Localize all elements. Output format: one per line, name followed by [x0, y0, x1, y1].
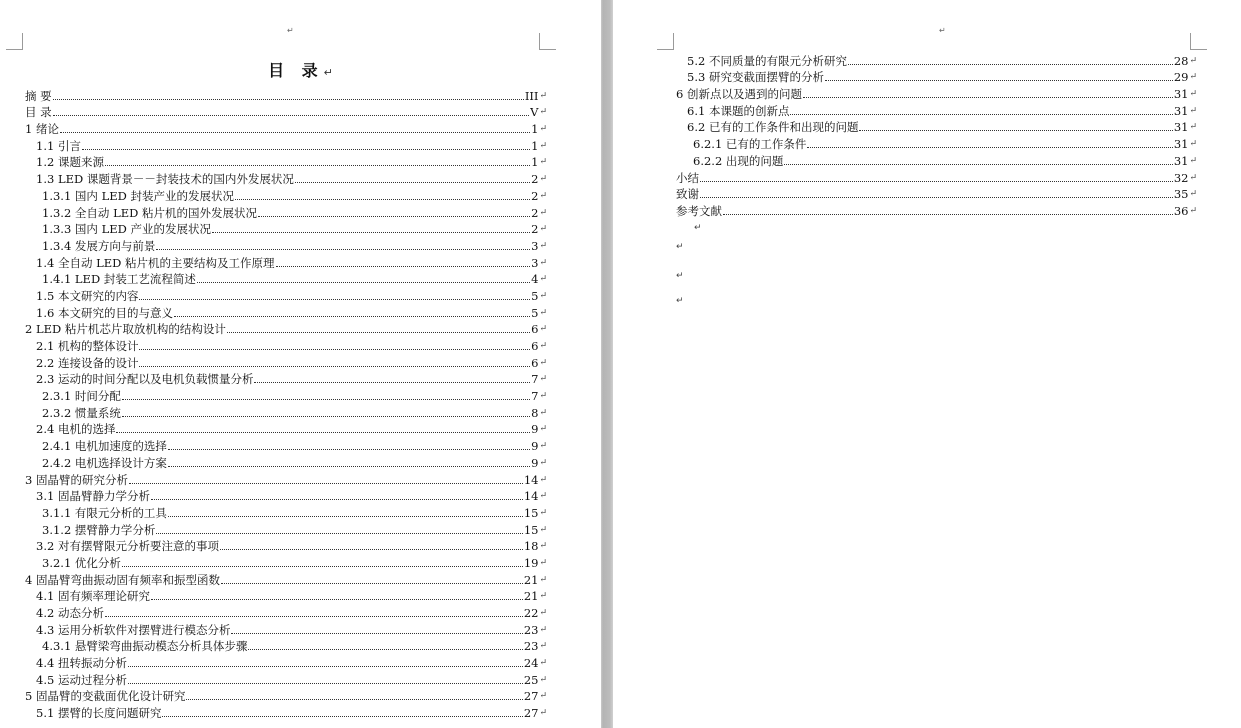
toc-entry-title: 目 录 [25, 105, 52, 120]
paragraph-mark: ↵ [539, 457, 547, 468]
toc-entry-title: 4 固晶臂弯曲振动固有频率和振型函数 [25, 572, 220, 587]
toc-entry-title: 5 固晶臂的变截面优化设计研究 [25, 689, 186, 704]
toc-dot-leader [151, 599, 523, 600]
toc-dot-leader [53, 115, 529, 116]
toc-dot-leader [784, 164, 1172, 165]
toc-entry[interactable] [25, 286, 547, 303]
toc-entry-title: 小结 [676, 170, 699, 185]
toc-entry-page: 14 [523, 472, 539, 487]
paragraph-mark: ↵ [539, 507, 547, 518]
paragraph-mark: ↵ [539, 608, 547, 618]
paragraph-mark: ↵ [539, 574, 547, 585]
paragraph-mark: ↵ [539, 290, 547, 301]
paragraph-mark: ↵ [539, 691, 547, 702]
toc-entry[interactable] [676, 118, 1197, 135]
toc-entry-title: 1.3.2 全自动 LED 粘片机的国外发展状况 [42, 205, 257, 220]
toc-entry-title: 1 绪论 [25, 122, 59, 137]
toc-entry[interactable] [25, 470, 547, 487]
toc-dot-leader [221, 583, 523, 584]
toc-dot-leader [186, 699, 522, 700]
toc-entry-title: 4.3.1 悬臂梁弯曲振动模态分析具体步骤 [42, 639, 248, 654]
toc-entry[interactable] [25, 186, 547, 203]
toc-entry-page: 5 [531, 305, 539, 320]
paragraph-mark: ↵ [539, 274, 547, 285]
toc-entry-page: 27 [523, 706, 539, 721]
toc-dot-leader [168, 516, 523, 517]
toc-entry-page: 6 [531, 322, 539, 337]
toc-dot-leader [235, 199, 530, 200]
toc-entry-title: 4.2 动态分析 [36, 606, 104, 620]
toc-dot-leader [700, 197, 1173, 198]
paragraph-mark: ↵ [1189, 89, 1197, 100]
toc-entry-page: 27 [523, 689, 539, 704]
toc-entry[interactable] [25, 520, 547, 537]
toc-entry-page: 21 [523, 589, 539, 604]
toc-entry-page: 9 [531, 455, 539, 470]
toc-dot-leader [116, 432, 530, 433]
toc-entry-title: 2.4 电机的选择 [36, 422, 116, 437]
toc-entry[interactable] [25, 153, 547, 170]
toc-entry[interactable] [25, 386, 547, 403]
paragraph-mark: ↵ [539, 140, 547, 151]
toc-entry[interactable] [25, 553, 547, 570]
toc-entry-title: 6.1 本课题的创新点 [687, 103, 790, 118]
toc-entry-title: 6.2 已有的工作条件和出现的问题 [687, 120, 859, 135]
paragraph-mark: ↵ [539, 391, 547, 402]
toc-entry[interactable] [25, 370, 547, 387]
toc-entry[interactable] [25, 203, 547, 220]
toc-dot-leader [162, 716, 522, 717]
toc-entry[interactable] [676, 51, 1197, 68]
toc-entry-title: 2.4.1 电机加速度的选择 [42, 439, 167, 454]
toc-dot-leader [197, 282, 530, 283]
toc-dot-leader [139, 299, 530, 300]
toc-entry-title: 致谢 [676, 187, 699, 202]
toc-entry[interactable] [25, 236, 547, 253]
toc-entry-page: 32 [1173, 170, 1189, 185]
paragraph-mark: ↵ [539, 591, 547, 602]
paragraph-mark: ↵ [539, 474, 547, 485]
toc-entry-page: 1 [531, 155, 539, 170]
toc-entry-title: 1.3.4 发展方向与前景 [42, 238, 156, 253]
toc-dot-leader [723, 214, 1173, 215]
toc-entry-title: 4.4 扭转振动分析 [36, 656, 127, 671]
paragraph-mark: ↵ [539, 124, 547, 135]
toc-entry-page: 2 [531, 188, 539, 203]
toc-entry-page: 1 [531, 122, 539, 137]
toc-entry[interactable] [25, 119, 547, 136]
toc-entry-title: 2.3 运动的时间分配以及电机负载惯量分析 [36, 372, 254, 387]
paragraph-mark: ↵ [1189, 122, 1197, 133]
header-paragraph-mark: ↵ [939, 26, 946, 35]
toc-entry[interactable] [25, 436, 547, 453]
paragraph-mark: ↵ [539, 324, 547, 335]
toc-entry-title: 3.1.2 摆臂静力学分析 [42, 522, 156, 537]
paragraph-mark: ↵ [1189, 139, 1197, 150]
toc-entry-title: 1.3 LED 课题背景－－封装技术的国内外发展状况 [36, 172, 294, 187]
toc-entry[interactable] [25, 570, 547, 587]
toc-entry-page: 6 [531, 339, 539, 353]
toc-entry[interactable] [25, 270, 547, 287]
toc-entry[interactable] [25, 336, 547, 353]
toc-dot-leader [248, 649, 522, 650]
toc-dot-leader [168, 449, 530, 450]
paragraph-mark: ↵ [539, 708, 547, 719]
paragraph-mark: ↵ [539, 157, 547, 168]
toc-entry-page: 8 [531, 405, 539, 420]
toc-dot-leader [700, 181, 1173, 182]
toc-entry-title: 6 创新点以及遇到的问题 [676, 87, 802, 102]
toc-entry[interactable] [25, 670, 547, 687]
toc-entry[interactable] [25, 103, 547, 120]
toc-entry-page: 35 [1173, 187, 1189, 202]
toc-entry-page: 5 [531, 288, 539, 303]
toc-entry[interactable] [25, 537, 547, 554]
toc-entry-title: 1.5 本文研究的内容 [36, 288, 139, 303]
toc-dot-leader [156, 533, 522, 534]
toc-entry[interactable] [25, 420, 547, 437]
toc-entry-title: 1.6 本文研究的目的与意义 [36, 305, 173, 320]
paragraph-mark: ↵ [539, 341, 547, 351]
toc-entry[interactable] [676, 168, 1197, 185]
toc-entry-page: 7 [531, 372, 539, 387]
paragraph-mark: ↵ [539, 374, 547, 385]
toc-dot-leader [220, 549, 523, 550]
toc-entry[interactable] [676, 68, 1197, 85]
toc-entry-page: V [530, 105, 539, 120]
toc-entry-title: 6.2.2 出现的问题 [693, 153, 784, 168]
toc-entry-page: 3 [531, 238, 539, 253]
toc-dot-leader [60, 132, 530, 133]
paragraph-mark: ↵ [539, 174, 547, 185]
toc-title-text: 目 录 [268, 61, 324, 80]
toc-entry-page: 2 [531, 205, 539, 220]
toc-entry-title: 5.1 摆臂的长度问题研究 [36, 706, 162, 721]
toc-entry-page: 29 [1173, 70, 1189, 85]
toc-list-right [676, 51, 1197, 218]
crop-mark-top-right [1190, 33, 1207, 50]
toc-entry[interactable] [25, 320, 547, 337]
toc-dot-leader [129, 483, 523, 484]
toc-dot-leader [168, 466, 530, 467]
empty-paragraph-mark: ↵ [694, 223, 702, 233]
toc-entry[interactable] [25, 487, 547, 504]
toc-entry-page: 14 [523, 489, 539, 504]
toc-dot-leader [105, 165, 530, 166]
paragraph-mark: ↵ [539, 424, 547, 435]
toc-entry-title: 2.2 连接设备的设计 [36, 355, 139, 370]
toc-entry-title: 2.3.2 惯量系统 [42, 405, 121, 420]
toc-entry-page: 36 [1173, 203, 1189, 218]
paragraph-mark: ↵ [539, 357, 547, 368]
toc-entry[interactable] [25, 353, 547, 370]
paragraph-mark: ↵ [1189, 105, 1197, 116]
toc-entry-title: 4.5 运动过程分析 [36, 672, 127, 687]
toc-entry-page: 2 [531, 172, 539, 187]
toc-dot-leader [276, 266, 531, 267]
paragraph-mark: ↵ [539, 107, 547, 118]
toc-entry-title: 3 固晶臂的研究分析 [25, 472, 128, 487]
document-page-left [0, 0, 601, 728]
toc-entry-page: 9 [531, 422, 539, 437]
paragraph-mark: ↵ [539, 207, 547, 218]
toc-entry-title: 2.4.2 电机选择设计方案 [42, 455, 167, 470]
toc-entry-page: 15 [523, 505, 539, 520]
paragraph-mark: ↵ [539, 441, 547, 452]
toc-entry-title: 4.3 运用分析软件对摆臂进行模态分析 [36, 622, 231, 637]
toc-entry-page: 23 [523, 639, 539, 654]
toc-entry[interactable] [25, 587, 547, 604]
crop-mark-top-left [6, 33, 23, 50]
paragraph-mark: ↵ [539, 641, 547, 652]
toc-entry-page: 31 [1173, 137, 1189, 152]
toc-dot-leader [122, 566, 523, 567]
toc-dot-leader [295, 182, 530, 183]
toc-entry[interactable] [676, 151, 1197, 168]
toc-entry-page: III [524, 88, 539, 103]
toc-entry-title: 1.2 课题来源 [36, 155, 104, 170]
toc-dot-leader [122, 399, 530, 400]
paragraph-mark: ↵ [539, 524, 547, 535]
toc-entry-title: 摘 要 [25, 88, 52, 103]
toc-entry[interactable] [25, 637, 547, 654]
toc-entry[interactable] [25, 403, 547, 420]
toc-entry[interactable] [25, 687, 547, 704]
toc-entry-page: 31 [1173, 103, 1189, 118]
page-separator [601, 0, 613, 728]
header-paragraph-mark: ↵ [287, 26, 294, 35]
paragraph-mark: ↵ [539, 541, 547, 552]
toc-entry[interactable] [25, 136, 547, 153]
toc-entry-title: 1.4 全自动 LED 粘片机的主要结构及工作原理 [36, 255, 275, 270]
toc-dot-leader [859, 130, 1172, 131]
toc-entry-page: 25 [523, 672, 539, 687]
toc-dot-leader [803, 97, 1173, 98]
toc-entry-page: 7 [531, 389, 539, 404]
toc-dot-leader [807, 147, 1172, 148]
toc-entry-page: 31 [1173, 87, 1189, 102]
toc-entry-page: 31 [1173, 120, 1189, 135]
toc-entry[interactable] [25, 86, 547, 103]
paragraph-mark: ↵ [539, 624, 547, 635]
toc-dot-leader [128, 683, 523, 684]
toc-entry-page: 6 [531, 355, 539, 370]
toc-entry-title: 2.1 机构的整体设计 [36, 339, 139, 353]
toc-dot-leader [139, 349, 530, 350]
crop-mark-top-left [657, 33, 674, 50]
toc-dot-leader [790, 114, 1172, 115]
toc-dot-leader [174, 316, 530, 317]
toc-entry-title: 3.2.1 优化分析 [42, 555, 121, 570]
paragraph-mark: ↵ [1189, 155, 1197, 166]
toc-entry[interactable] [25, 220, 547, 237]
empty-paragraph-mark: ↵ [676, 271, 684, 281]
toc-dot-leader [128, 666, 523, 667]
toc-entry[interactable] [676, 134, 1197, 151]
toc-entry-page: 9 [531, 439, 539, 454]
toc-entry[interactable] [676, 201, 1197, 218]
toc-entry-page: 21 [523, 572, 539, 587]
toc-entry-title: 参考文献 [676, 203, 722, 218]
crop-mark-top-right [539, 33, 556, 50]
toc-entry[interactable] [25, 169, 547, 186]
paragraph-mark: ↵ [1189, 189, 1197, 200]
paragraph-mark: ↵ [539, 224, 547, 235]
toc-entry[interactable] [25, 703, 547, 720]
paragraph-mark: ↵ [539, 190, 547, 201]
paragraph-mark: ↵ [1189, 205, 1197, 216]
toc-entry-title: 1.3.1 国内 LED 封装产业的发展状况 [42, 188, 234, 203]
toc-entry-page: 4 [531, 272, 539, 287]
toc-entry[interactable] [25, 603, 547, 620]
paragraph-mark: ↵ [539, 90, 547, 101]
paragraph-mark: ↵ [539, 240, 547, 251]
toc-entry[interactable] [25, 303, 547, 320]
toc-dot-leader [139, 366, 530, 367]
toc-entry[interactable] [25, 653, 547, 670]
toc-dot-leader [212, 232, 530, 233]
toc-entry[interactable] [25, 503, 547, 520]
paragraph-mark: ↵ [539, 674, 547, 685]
toc-list-left [25, 86, 547, 720]
toc-entry-title: 3.1.1 有限元分析的工具 [42, 505, 167, 520]
paragraph-mark: ↵ [539, 307, 547, 318]
toc-entry-page: 23 [523, 622, 539, 637]
toc-entry-page: 2 [531, 222, 539, 237]
toc-entry[interactable] [25, 620, 547, 637]
toc-heading [0, 58, 601, 81]
toc-dot-leader [122, 416, 530, 417]
paragraph-mark: ↵ [539, 407, 547, 418]
toc-entry[interactable] [676, 84, 1197, 101]
toc-dot-leader [254, 382, 530, 383]
toc-dot-leader [825, 80, 1173, 81]
toc-entry-page: 19 [523, 555, 539, 570]
toc-entry-title: 5.3 研究变截面摆臂的分析 [687, 70, 824, 85]
toc-entry-page: 1 [531, 138, 539, 153]
toc-entry-title: 3.2 对有摆臂限元分析要注意的事项 [36, 539, 219, 554]
toc-dot-leader [227, 332, 530, 333]
toc-dot-leader [151, 499, 523, 500]
toc-entry-title: 1.3.3 国内 LED 产业的发展状况 [42, 222, 211, 237]
toc-entry[interactable] [676, 185, 1197, 202]
paragraph-mark: ↵ [1189, 72, 1197, 83]
toc-entry-page: 18 [523, 539, 539, 554]
toc-entry-title: 1.4.1 LED 封装工艺流程简述 [42, 272, 196, 287]
toc-entry-title: 2.3.1 时间分配 [42, 389, 121, 404]
paragraph-mark: ↵ [1189, 172, 1197, 183]
toc-dot-leader [156, 249, 530, 250]
paragraph-mark: ↵ [1189, 55, 1197, 66]
toc-entry[interactable] [25, 253, 547, 270]
toc-entry-title: 2 LED 粘片机芯片取放机构的结构设计 [25, 322, 226, 337]
toc-entry-title: 5.2 不同质量的有限元分析研究 [687, 53, 847, 68]
toc-entry[interactable] [25, 453, 547, 470]
paragraph-mark: ↵ [539, 658, 547, 669]
toc-dot-leader [258, 216, 530, 217]
toc-entry-page: 22 [523, 606, 539, 620]
toc-dot-leader [105, 616, 523, 617]
toc-entry-title: 6.2.1 已有的工作条件 [693, 137, 807, 152]
toc-entry-title: 4.1 固有频率理论研究 [36, 589, 150, 604]
toc-dot-leader [848, 64, 1173, 65]
toc-entry-page: 31 [1173, 153, 1189, 168]
toc-entry-page: 24 [523, 656, 539, 671]
toc-dot-leader [231, 633, 522, 634]
toc-entry-title: 1.1 引言 [36, 138, 81, 153]
toc-dot-leader [82, 149, 530, 150]
empty-paragraph-mark: ↵ [676, 296, 684, 306]
toc-entry-page: 3 [531, 255, 539, 270]
empty-paragraph-mark: ↵ [676, 242, 684, 252]
paragraph-mark: ↵ [539, 491, 547, 502]
paragraph-mark: ↵ [539, 257, 547, 268]
toc-entry[interactable] [676, 101, 1197, 118]
toc-entry-title: 3.1 固晶臂静力学分析 [36, 489, 150, 504]
toc-entry-page: 15 [523, 522, 539, 537]
toc-entry-page: 28 [1173, 53, 1189, 68]
paragraph-mark: ↵ [323, 66, 333, 79]
toc-dot-leader [53, 99, 524, 100]
paragraph-mark: ↵ [539, 557, 547, 568]
